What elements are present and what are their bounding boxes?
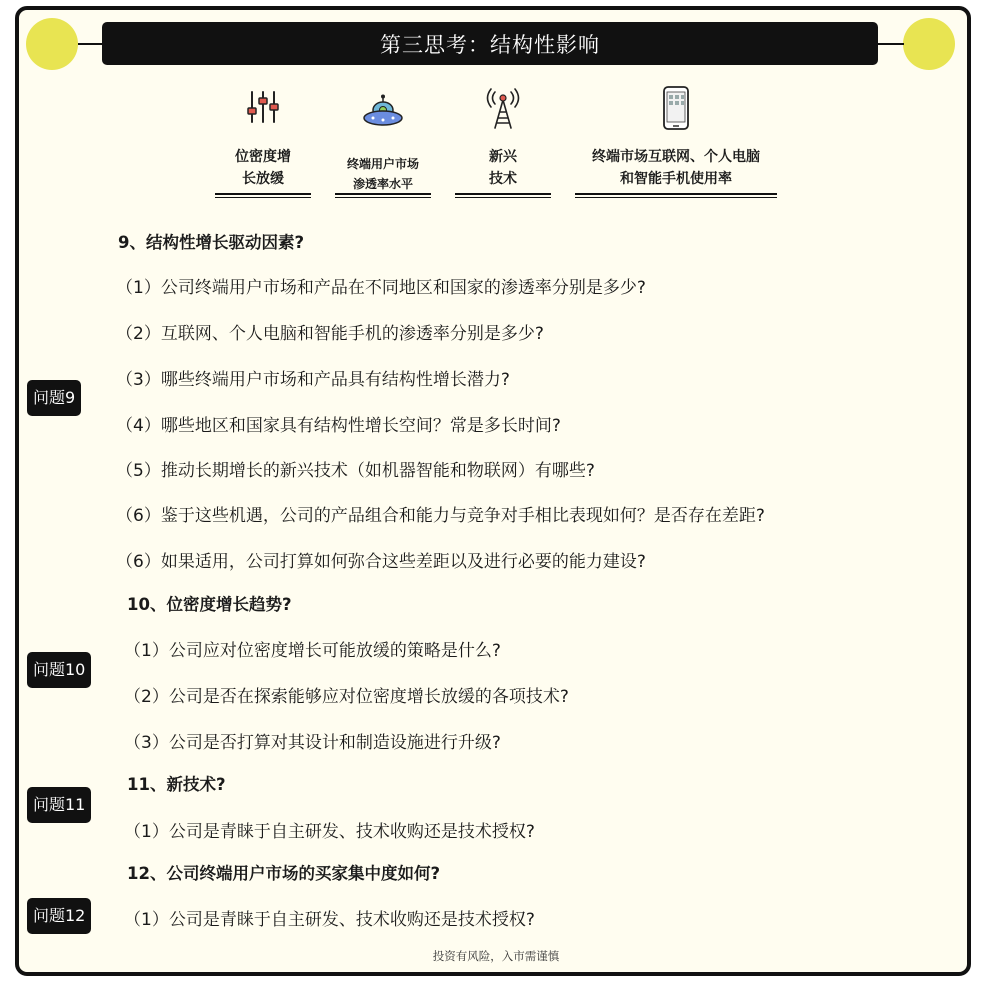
smartphone-icon — [662, 85, 690, 131]
section-heading: 11、新技术? — [127, 775, 226, 794]
icon-label-line: 新兴 — [489, 149, 517, 165]
question-item: （5）推动长期增长的新兴技术（如机器智能和物联网）有哪些? — [116, 461, 595, 481]
question-item: （2）互联网、个人电脑和智能手机的渗透率分别是多少? — [116, 324, 544, 344]
question-item: （3）公司是否打算对其设计和制造设施进行升级? — [124, 733, 501, 753]
icon-item-usage-rate — [575, 80, 777, 200]
section-heading: 12、公司终端用户市场的买家集中度如何? — [127, 864, 441, 883]
icon-label-line: 和智能手机使用率 — [620, 171, 732, 187]
right-decor-line — [876, 43, 904, 45]
question-item: （4）哪些地区和国家具有结构性增长空间？常是多长时间? — [116, 416, 561, 436]
question-item: （6）如果适用，公司打算如何弥合这些差距以及进行必要的能力建设? — [116, 552, 646, 572]
section-heading: 9、结构性增长驱动因素? — [118, 233, 305, 252]
section-heading: 10、位密度增长趋势? — [127, 595, 292, 614]
question-item: （1）公司是青睐于自主研发、技术收购还是技术授权? — [124, 910, 535, 930]
icon-label-line: 位密度增 — [235, 149, 291, 165]
icon-underline — [335, 193, 431, 198]
sliders-icon — [244, 88, 282, 126]
question-badge: 问题12 — [27, 898, 91, 934]
left-decor-line — [78, 43, 104, 45]
question-item: （2）公司是否在探索能够应对位密度增长放缓的各项技术? — [124, 687, 569, 707]
icon-item-emerging-tech — [455, 80, 551, 200]
question-item: （1）公司终端用户市场和产品在不同地区和国家的渗透率分别是多少? — [116, 278, 646, 298]
right-decor-circle — [903, 18, 955, 70]
icon-label-line: 终端用户市场 — [346, 157, 419, 171]
icon-underline — [455, 193, 551, 198]
icon-item-bit-density — [215, 80, 311, 200]
icon-label-line: 终端市场互联网、个人电脑 — [592, 149, 760, 165]
left-decor-circle — [26, 18, 78, 70]
icon-underline — [215, 193, 311, 198]
question-item: （3）哪些终端用户市场和产品具有结构性增长潜力? — [116, 370, 510, 390]
antenna-tower-icon — [483, 86, 523, 130]
icon-item-penetration — [335, 80, 431, 200]
question-badge: 问题9 — [27, 380, 81, 416]
risk-disclaimer: 投资有风险，入市需谨慎 — [432, 949, 560, 963]
page-title: 第三思考：结构性影响 — [102, 22, 878, 65]
ufo-icon — [362, 94, 404, 132]
question-item: （1）公司应对位密度增长可能放缓的策略是什么? — [124, 641, 501, 661]
icon-label-line: 技术 — [489, 171, 517, 187]
question-badge: 问题11 — [27, 787, 91, 823]
icon-label-line: 长放缓 — [242, 171, 284, 187]
question-badge: 问题10 — [27, 652, 91, 688]
icon-underline — [575, 193, 777, 198]
question-item: （6）鉴于这些机遇，公司的产品组合和能力与竞争对手相比表现如何？是否存在差距? — [116, 506, 765, 526]
icon-label-line: 渗透率水平 — [352, 177, 413, 191]
question-item: （1）公司是青睐于自主研发、技术收购还是技术授权? — [124, 822, 535, 842]
